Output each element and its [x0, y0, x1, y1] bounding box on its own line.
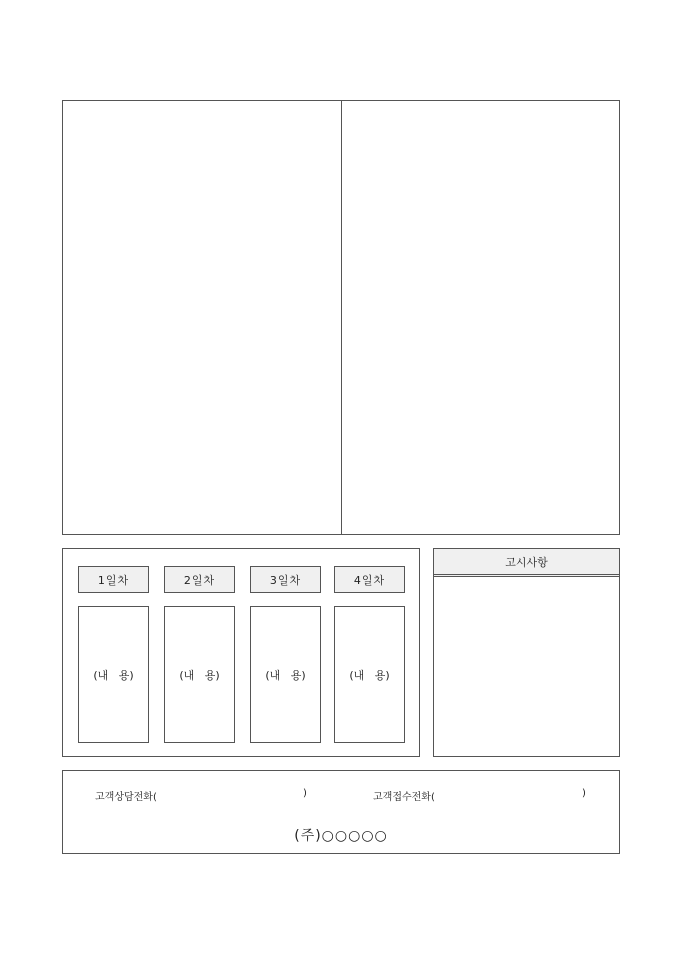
day-3-content: (내 용) — [250, 606, 321, 743]
day-2-tab: 2일차 — [164, 566, 235, 593]
top-left-panel — [63, 101, 342, 534]
top-right-panel — [342, 101, 619, 534]
notice-section — [433, 548, 620, 757]
company-name: (주)○○○○○ — [294, 828, 388, 844]
day-3-tab: 3일차 — [250, 566, 321, 593]
consult-phone-close: ) — [303, 788, 307, 799]
reception-phone-close: ) — [582, 788, 586, 799]
reception-phone-label: 고객접수전화( — [373, 792, 435, 803]
notice-title: 고시사항 — [434, 549, 619, 577]
day-1-content: (내 용) — [78, 606, 149, 743]
notice-body — [434, 580, 619, 756]
consult-phone-label: 고객상담전화( — [95, 792, 157, 803]
day-4-content: (내 용) — [334, 606, 405, 743]
schedule-section — [62, 548, 420, 757]
footer-section — [62, 770, 620, 854]
day-4-tab: 4일차 — [334, 566, 405, 593]
day-1-tab: 1일차 — [78, 566, 149, 593]
top-image-area — [62, 100, 620, 535]
day-2-content: (내 용) — [164, 606, 235, 743]
